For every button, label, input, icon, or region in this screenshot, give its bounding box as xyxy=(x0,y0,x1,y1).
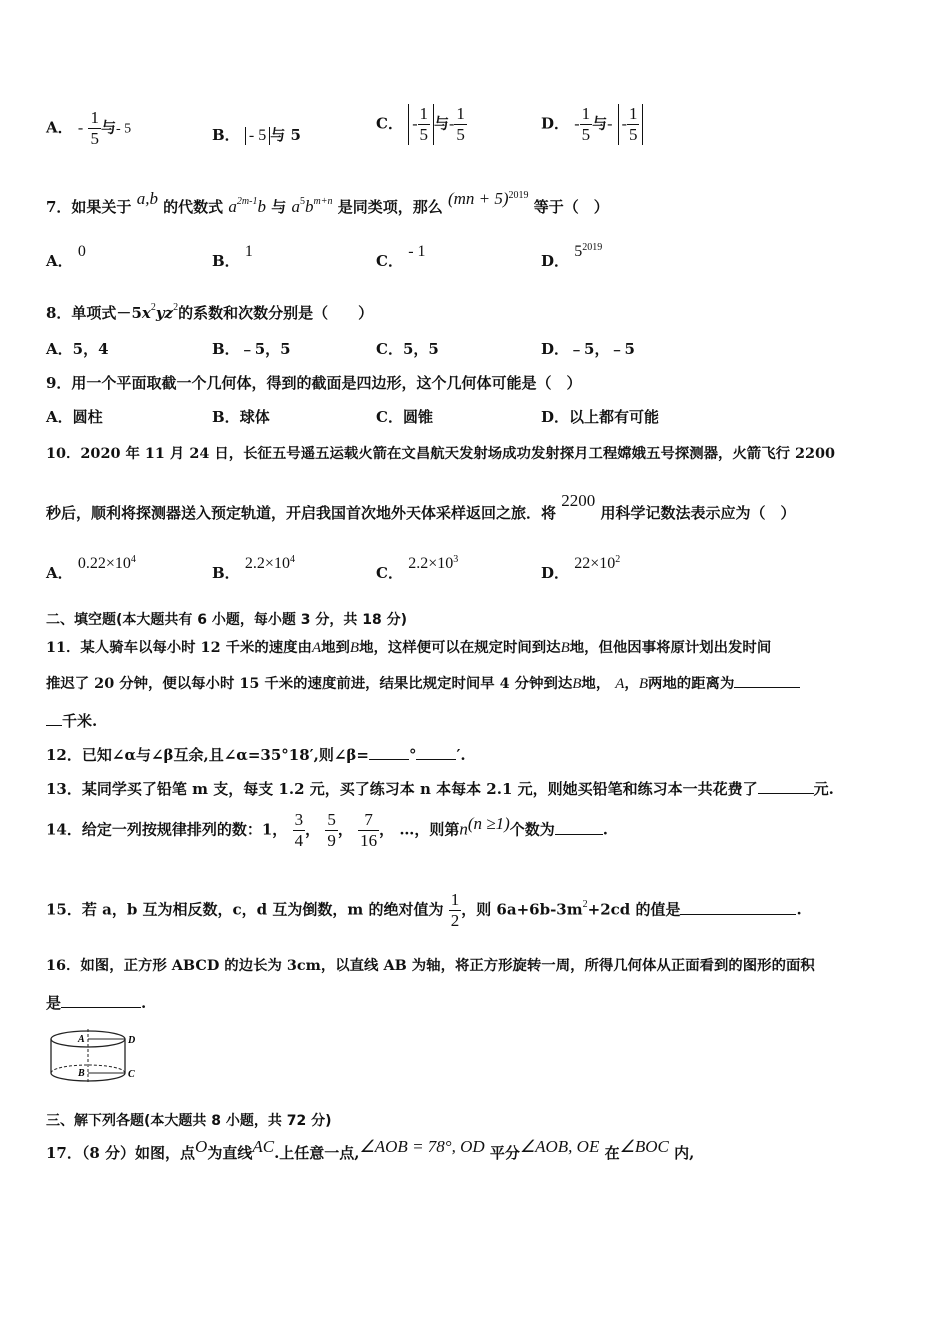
q7-option-c: C． - 1 xyxy=(376,243,426,270)
q6-option-a: A． - $\frac{1}{5}$ 与- 5 xyxy=(46,108,132,148)
absolute-value: - $\frac{1}{5}$ xyxy=(408,104,434,145)
q12: 12．已知∠α与∠β互余,且∠α=35°18′,则∠β= ° ′. xyxy=(46,746,466,764)
q9-option-b: B．球体 xyxy=(212,408,270,426)
q10-option-c: C． $2.2\times 10^3$ xyxy=(376,554,459,582)
q16-line-1: 16．如图，正方形 ABCD 的边长为 3cm，以直线 AB 为轴，将正方形旋转一周，所得几何体从正面看到的图形的面积 xyxy=(46,957,815,974)
q15: 15．若 a，b 互为相反数，c，d 互为倒数，m 的绝对值为 $\frac{1}{2}$ ，则 $6a+6b-3m^2+2cd$ 的值是 . xyxy=(46,890,802,930)
q8-option-a: A．5，4 xyxy=(46,340,109,358)
q17: 17．（8 分）如图，点O为直线AC.上任意一点,∠AOB = 78°, OD 平分∠AOB, OE 在∠BOC 内, xyxy=(46,1137,695,1162)
q6-option-c: C． - $\frac{1}{5}$ 与- $\frac{1}{5}$ xyxy=(376,104,465,144)
q7-option-d: D． $5^{2019}$ xyxy=(541,242,603,270)
q9-option-a: A．圆柱 xyxy=(46,408,103,426)
q7-stem: 7．如果关于 a,b 的代数式 $a^{2m-1}b$ 与 $a^5b^{m+n}$ 是同类项，那么 (mn + 5)$^{2019}$ 等于（ ） xyxy=(46,189,609,216)
q10-line-2: 秒后，顺利将探测器送入预定轨道，开启我国首次地外天体采样返回之旅．将 2200 用科学记数法表示应为（ ） xyxy=(46,491,796,522)
cylinder-figure xyxy=(46,1024,142,1086)
q13: 13．某同学买了铅笔 m 支，每支 1.2 元，买了练习本 n 本每本 2.1 元，则她买铅笔和练习本一共花费了 元. xyxy=(46,780,834,798)
fraction: $\frac{1}{5}$ xyxy=(90,108,99,148)
section-3-heading: 三、解下列各题(本大题共 8 小题，共 72 分) xyxy=(46,1113,332,1129)
q14: 14．给定一列按规律排列的数：1， $\frac{3}{4}$ ， $\frac{5}{9}$ ， $\frac{7}{16}$ ， …，则第n(n ≥1)个数为 . xyxy=(46,810,608,850)
q8-option-d: D．﹣5，﹣5 xyxy=(541,340,635,358)
q11-line-1: 11．某人骑车以每小时 12 千米的速度由A地到B地，这样便可以在规定时间到达B地，但他因事将原计划出发时间 xyxy=(46,639,772,656)
q16-line-2: 是 . xyxy=(46,994,147,1012)
q11-line-2: 推迟了 20 分钟，便以每小时 15 千米的速度前进，结果比规定时间早 4 分钟到达B地， A，B两地的距离为 xyxy=(46,672,800,693)
q11-line-3: 千米. xyxy=(46,710,97,731)
q10-option-d: D． $22\times 10^2$ xyxy=(541,554,621,582)
q7-option-a: A． 0 xyxy=(46,243,86,270)
q6-option-b: B． - 5 与 5 xyxy=(212,126,301,144)
q6-option-d: D． - $\frac{1}{5}$ 与- - $\frac{1}{5}$ xyxy=(541,104,643,145)
label-c: C xyxy=(128,1069,135,1080)
absolute-value: - $\frac{1}{5}$ xyxy=(618,104,644,145)
q10-option-a: A． $0.22\times 10^4$ xyxy=(46,554,136,582)
section-2-heading: 二、填空题(本大题共有 6 小题，每小题 3 分，共 18 分) xyxy=(46,612,408,628)
label-d: D xyxy=(128,1035,136,1046)
q9-option-c: C．圆锥 xyxy=(376,408,433,426)
q8-stem: 8．单项式$-5x^2yz^2$的系数和次数分别是（ ） xyxy=(46,302,374,322)
q7-option-b: B． 1 xyxy=(212,243,253,270)
q8-option-b: B．﹣5，5 xyxy=(212,340,291,358)
q10-line-1: 10．2020 年 11 月 24 日，长征五号遥五运载火箭在文昌航天发射场成功发射探月工程嫦娥五号探测器，火箭飞行 2200 xyxy=(46,445,836,462)
q8-option-c: C．5，5 xyxy=(376,340,439,358)
q9-stem: 9．用一个平面取截一个几何体，得到的截面是四边形，这个几何体可能是（ ） xyxy=(46,374,582,392)
q10-option-b: B． $2.2\times 10^4$ xyxy=(212,554,295,582)
label-a: A xyxy=(78,1034,85,1045)
q9-option-d: D．以上都有可能 xyxy=(541,408,660,426)
label-b: B xyxy=(78,1068,85,1079)
